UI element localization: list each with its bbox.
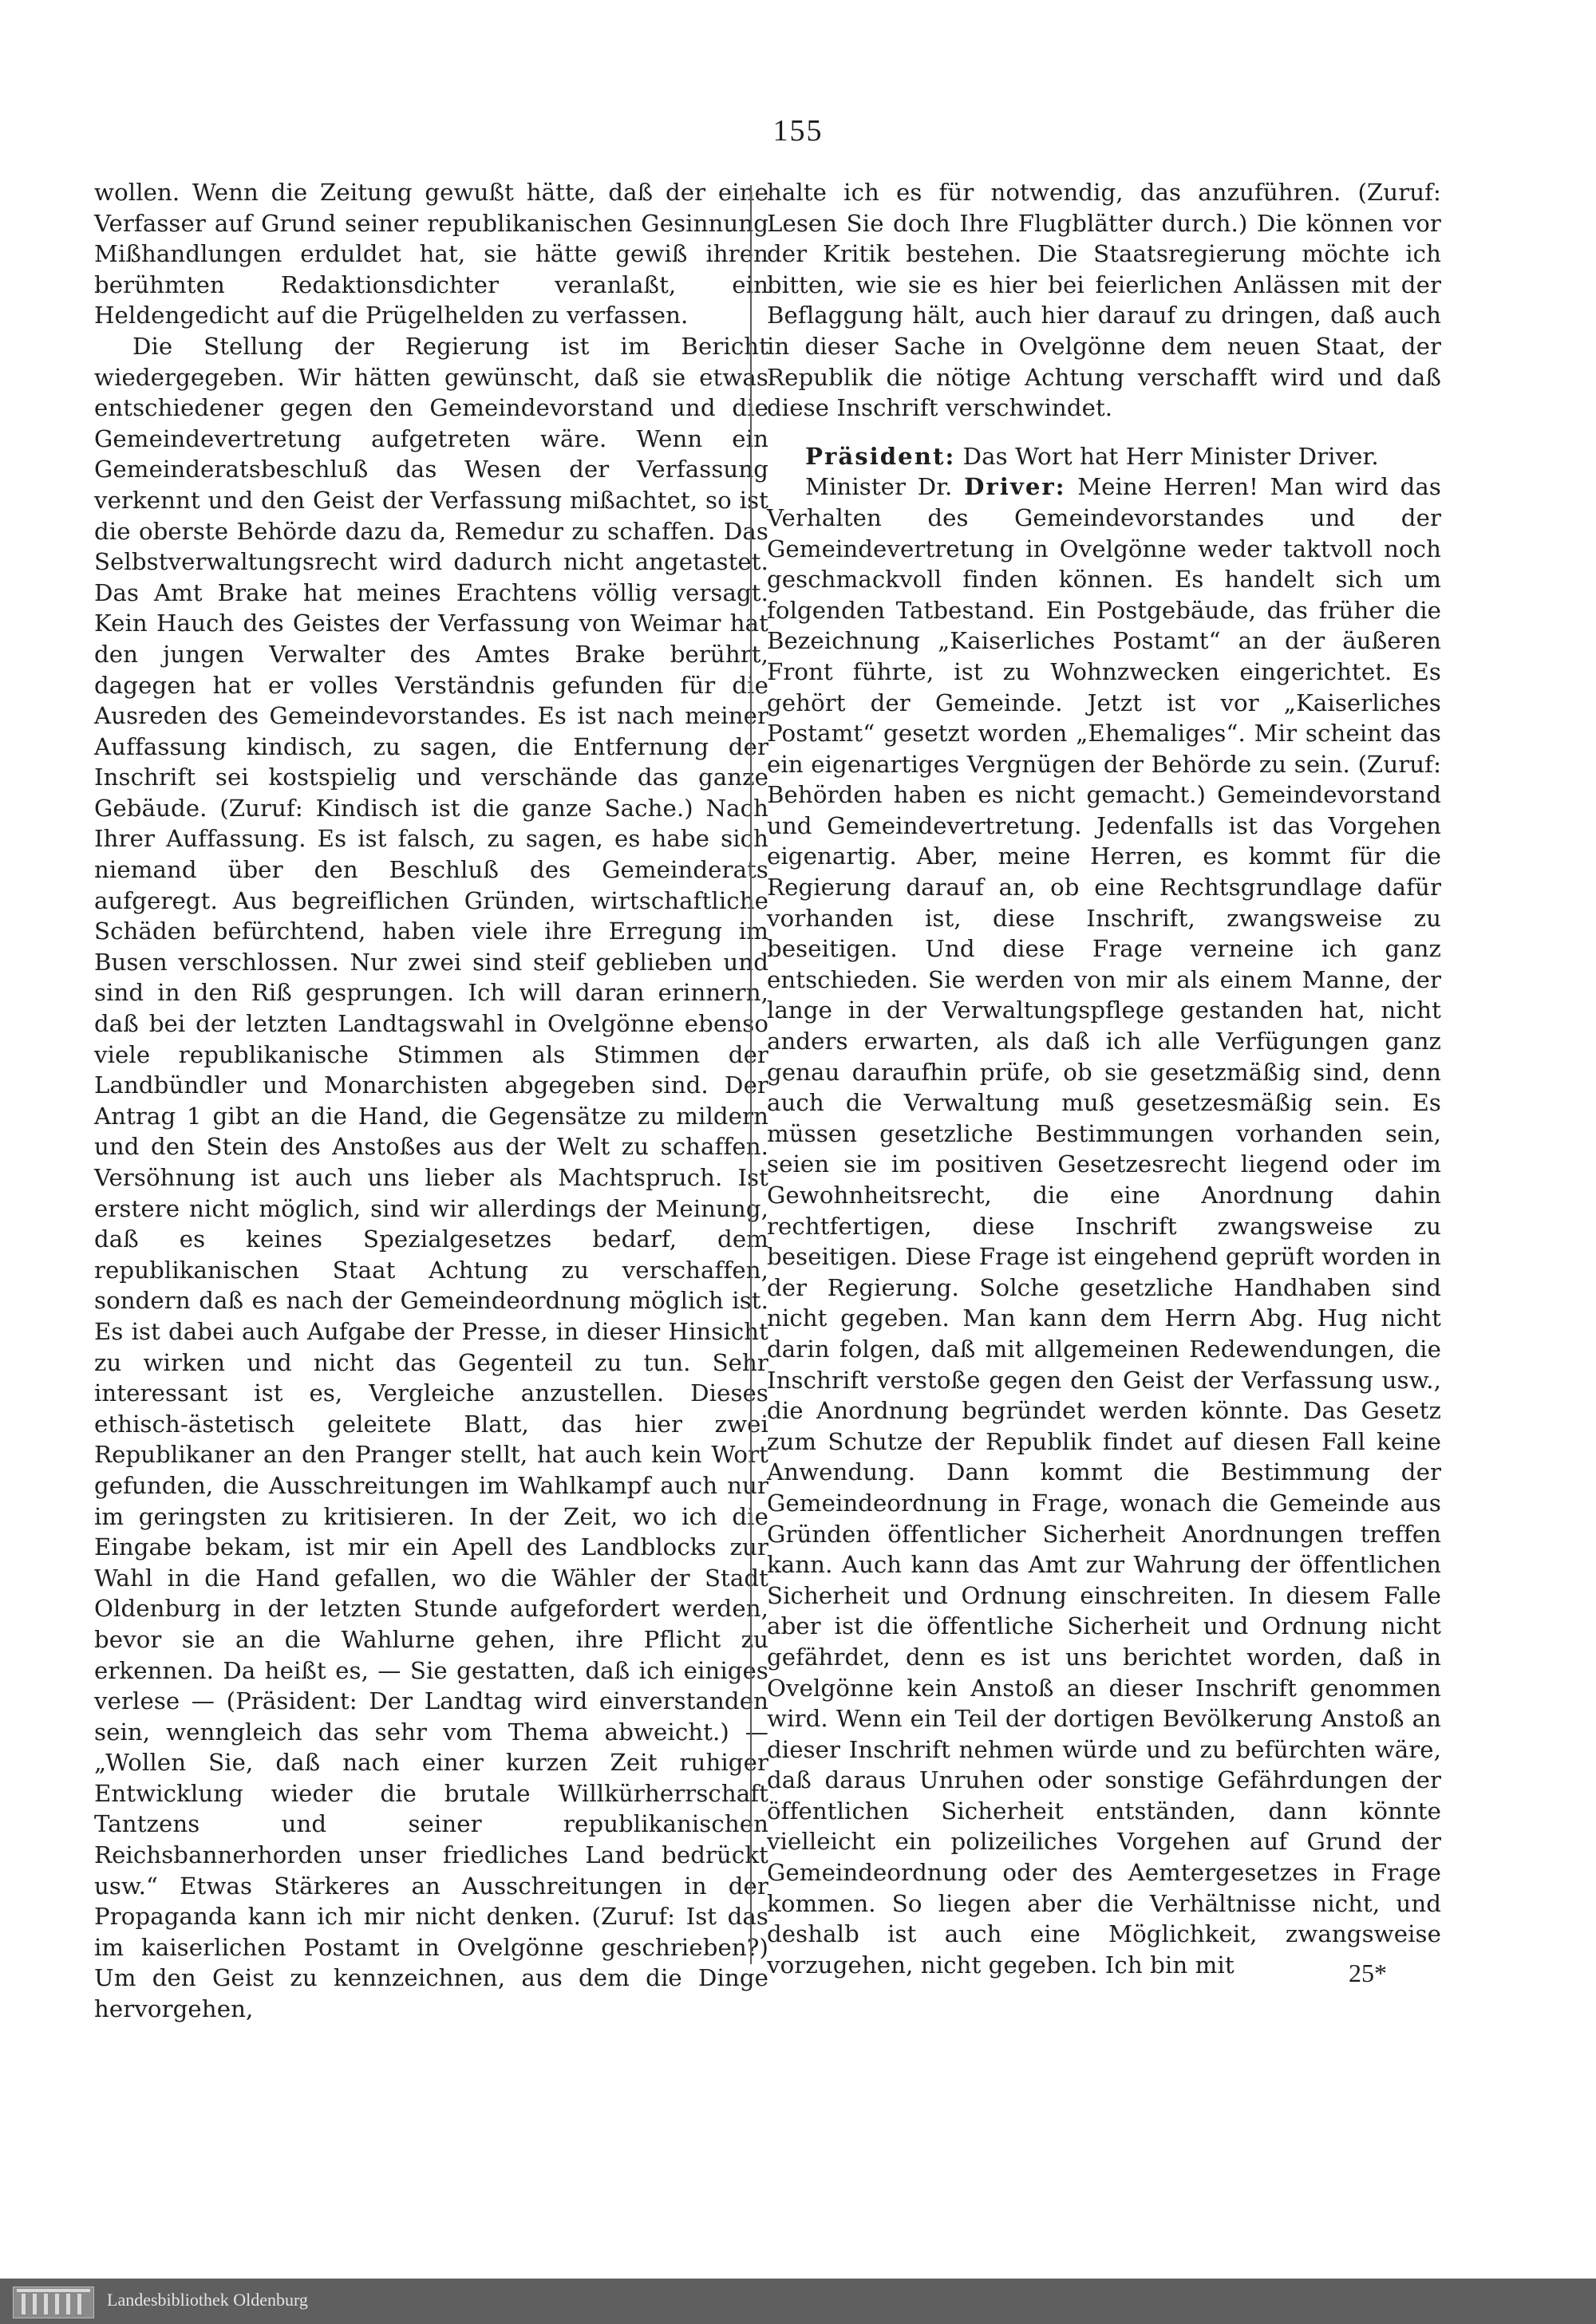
- president-text: Das Wort hat Herr Minister Driver.: [962, 442, 1379, 470]
- president-speaker-label: Präsident:: [805, 442, 956, 470]
- column-divider: [750, 185, 752, 1964]
- minister-text: Meine Herren! Man wird das Verhalten des Gemeindevorstandes und der Gemeindevertretung in Ovelgönne weder taktvoll noch geschmackvoll finden können. Es handelt sich um folgenden Tatbestand. Ein Postgebäude, das früher die Bezeichnung „Kaiserliches Postamt“ an der äußeren Front führte, ist zu Wohnzwecken eingerichtet. Es gehört der Gemeinde. Jetzt ist vor „Kaiserliches Postamt“ gesetzt worden „Ehemaliges“. Mir scheint das ein eigenartiges Vergnügen der Behörde zu sein. (Zuruf: Behörden haben es nicht gemacht.) Gemeindevorstand und Gemeindevertretung. Jedenfalls ist das Vorgehen eigenartig. Aber, meine Herren, es kommt für die Regierung darauf an, ob eine Rechtsgrundlage dafür vorhanden ist, diese Inschrift, zwangsweise zu beseitigen. Und diese Frage verneine ich ganz entschieden. Sie werden von mir als einem Manne, der lange in der Verwaltungspflege gestanden hat, nicht anders erwarten, als daß ich alle Verfügungen ganz genau daraufhin prüfe, ob sie gesetzmäßig sind, denn auch die Verwaltung muß gesetzesmäßig sein. Es müssen gesetzliche Bestimmungen vorhanden sein, seien sie im positiven Gesetzesrecht liegend oder im Gewohnheitsrecht, die eine Anordnung dahin rechtfertigen, diese Inschrift zwangsweise zu beseitigen. Diese Frage ist eingehend geprüft worden in der Regierung. Solche gesetzliche Handhaben sind nicht gegeben. Man kann dem Herrn Abg. Hug nicht darin folgen, daß mit allgemeinen Redewendungen, die Inschrift verstoße gegen den Geist der Verfassung usw., die Anordnung begründet werden könnte. Das Gesetz zum Schutze der Republik findet auf diesen Fall keine Anwendung. Dann kommt die Bestimmung der Gemeindeordnung in Frage, wonach die Gemeinde aus Gründen öffentlicher Sicherheit Anordnungen treffen kann. Auch kann das Amt zur Wahrung der öffentlichen Sicherheit und Ordnung einschreiten. In diesem Falle aber ist die öffentliche Sicherheit und Ordnung nicht gefährdet, denn es ist uns berichtet worden, daß in Ovelgönne kein Anstoß an dieser Inschrift genommen wird. Wenn ein Teil der dortigen Bevölkerung Anstoß an dieser Inschrift nehmen würde und zu befürchten wäre, daß daraus Unruhen oder sonstige Gefährdungen der öffentlichen Sicherheit entständen, dann könnte vielleicht ein polizeiliches Vorgehen auf Grund der Gemeindeordnung oder des Aemtergesetzes in Frage kommen. So liegen aber die Verhältnisse nicht, und deshalb ist auch eine Möglichkeit, zwangsweise vorzugehen, nicht gegeben. Ich bin mit: [767, 473, 1441, 1979]
- library-building-icon: [13, 2287, 94, 2318]
- page-number: 155: [772, 114, 824, 148]
- right-column: [767, 177, 1441, 1980]
- footer-bar: [0, 2279, 1596, 2324]
- minister-statement: [767, 472, 1441, 1980]
- left-column: [94, 177, 768, 2025]
- left-paragraph-1: wollen. Wenn die Zeitung gewußt hätte, daß der eine Verfasser auf Grund seiner republikanischen Gesinnung Mißhandlungen erduldet hat, sie hätte gewiß ihren berühmten Redaktionsdichter veranlaßt, ein Heldengedicht auf die Prügelhelden zu verfassen.: [94, 179, 768, 329]
- left-paragraph-2: Die Stellung der Regierung ist im Bericht wiedergegeben. Wir hätten gewünscht, daß sie etwas entschiedener gegen den Gemeindevorstand und die Gemeindevertretung aufgetreten wäre. Wenn ein Gemeinderatsbeschluß das Wesen der Verfassung verkennt und den Geist der Verfassung mißachtet, so ist die oberste Behörde dazu da, Remedur zu schaffen. Das Selbstverwaltungsrecht wird dadurch nicht angetastet. Das Amt Brake hat meines Erachtens völlig versagt. Kein Hauch des Geistes der Verfassung von Weimar hat den jungen Verwalter des Amtes Brake berührt, dagegen hat er volles Verständnis gefunden für die Ausreden des Gemeindevorstandes. Es ist nach meiner Auffassung kindisch, zu sagen, die Entfernung der Inschrift sei kostspielig und verschände das ganze Gebäude. (Zuruf: Kindisch ist die ganze Sache.) Nach Ihrer Auffassung. Es ist falsch, zu sagen, es habe sich niemand über den Beschluß des Gemeinderats aufgeregt. Aus begreiflichen Gründen, wirtschaftliche Schäden befürchtend, haben viele ihre Erregung im Busen verschlossen. Nur zwei sind steif geblieben und sind in den Riß gesprungen. Ich will daran erinnern, daß bei der letzten Landtagswahl in Ovelgönne ebenso viele republikanische Stimmen als Stimmen der Landbündler und Monarchisten abgegeben sind. Der Antrag 1 gibt an die Hand, die Gegensätze zu mildern und den Stein des Anstoßes aus der Welt zu schaffen. Versöhnung ist auch uns lieber als Machtspruch. Ist erstere nicht möglich, sind wir allerdings der Meinung, daß es keines Spezialgesetzes bedarf, dem republikanischen Staat Achtung zu verschaffen, sondern daß es nach der Gemeindeordnung möglich ist. Es ist dabei auch Aufgabe der Presse, in dieser Hinsicht zu wirken und nicht das Gegenteil zu tun. Sehr interessant ist es, Vergleiche anzustellen. Dieses ethisch-ästetisch geleitete Blatt, das hier zwei Republikaner an den Pranger stellt, hat auch kein Wort gefunden, die Ausschreitungen im Wahlkampf auch nur im geringsten zu kritisieren. In der Zeit, wo ich die Eingabe bekam, ist mir ein Apell des Landblocks zur Wahl in die Hand gefallen, wo die Wähler der Stadt Oldenburg in der letzten Stunde aufgefordert werden, bevor sie an die Wahlurne gehen, ihre Pflicht zu erkennen. Da heißt es, — Sie gestatten, daß ich einiges verlese — (Präsident: Der Landtag wird einverstanden sein, wenngleich das sehr vom Thema abweicht.) — „Wollen Sie, daß nach einer kurzen Zeit ruhiger Entwicklung wieder die brutale Willkürherrschaft Tantzens und seiner republikanischen Reichsbannerhorden unser friedliches Land bedrückt usw.“ Etwas Stärkeres an Ausschreitungen in der Propaganda kann ich mir nicht denken. (Zuruf: Ist das im kaiserlichen Postamt in Ovelgönne geschrieben?) Um den Geist zu kennzeichnen, aus dem die Dinge hervorgehen,: [94, 332, 768, 2023]
- minister-speaker-name: Driver:: [964, 473, 1066, 501]
- footer-institution-name: Landesbibliothek Oldenburg: [107, 2290, 308, 2310]
- page-signature: 25*: [1349, 1959, 1387, 1987]
- president-statement: [767, 441, 1441, 472]
- right-paragraph-intro: halte ich es für notwendig, das anzuführen. (Zuruf: Lesen Sie doch Ihre Flugblätter durch.) Die können vor der Kritik bestehen. Die Staatsregierung möchte ich bitten, wie sie es hier bei feierlichen Anlässen mit der Beflaggung hält, auch hier darauf zu dringen, daß auch in dieser Sache in Ovelgönne dem neuen Staat, der Republik die nötige Achtung verschafft wird und daß diese Inschrift verschwindet.: [767, 179, 1441, 422]
- minister-prefix: Minister Dr.: [805, 473, 953, 501]
